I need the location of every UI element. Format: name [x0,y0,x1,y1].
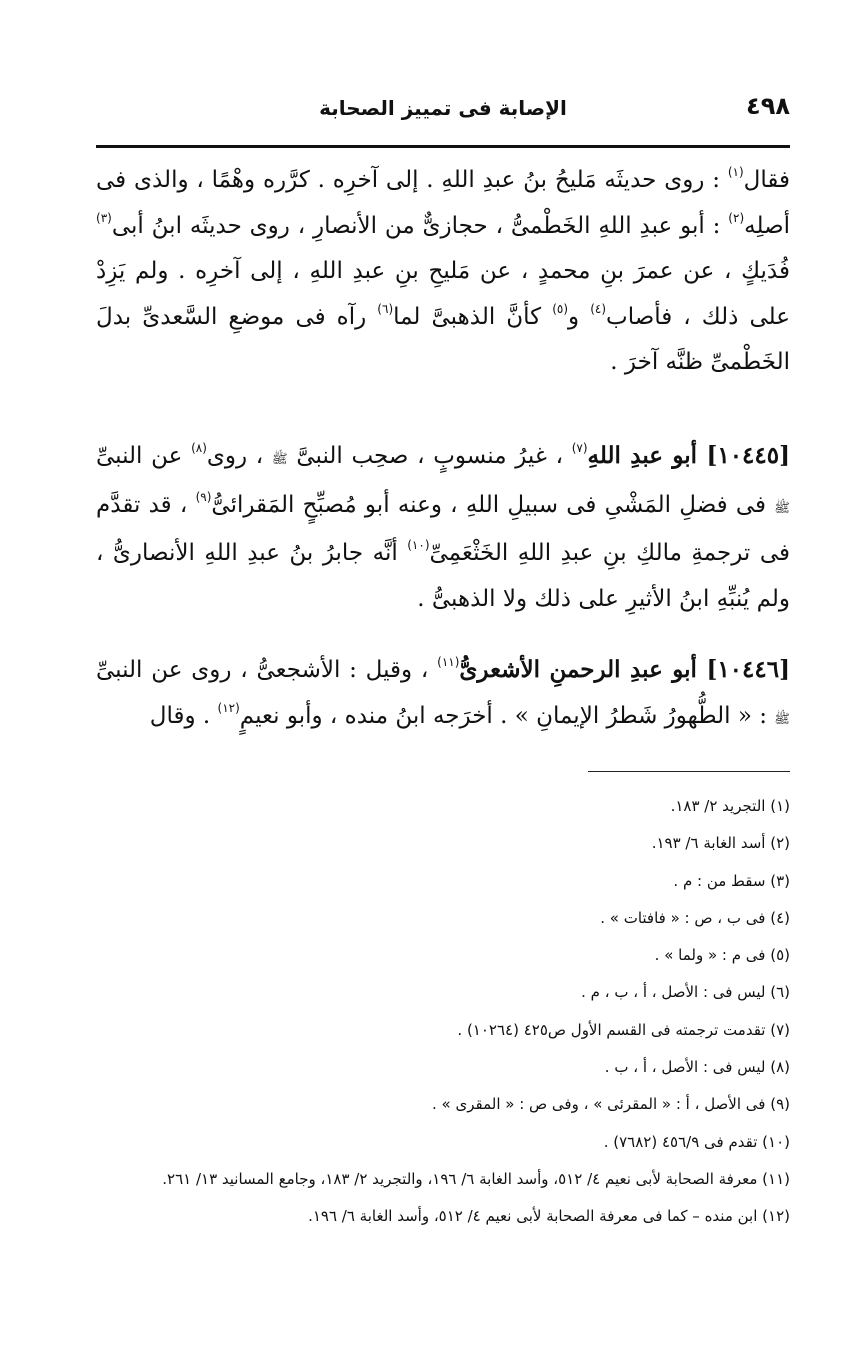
header-divider [96,145,790,148]
entry-name: أبو عبدِ الرحمنِ الأشعرىُّ [459,656,707,683]
entry-number: [١٠٤٤٥] [706,442,791,469]
footnote-ref: (٣) [96,210,112,225]
footnote: (١٠) تقدم فى ٤٥٦/٩ (٧٦٨٢) . [603,1132,790,1151]
footnote: (١١) معرفة الصحابة لأبى نعيم ٤/ ٥١٢، وأسد الغابة ٦/ ١٩٦، والتجريد ٢/ ١٨٣، وجامع المسانيد ١٣/ ٢٦١. [162,1169,790,1188]
footnote-ref: (٩) [195,489,212,504]
entry-number: [١٠٤٤٦] [706,656,790,683]
footnotes-divider [588,771,790,772]
footnote-ref: (١٠) [407,538,430,553]
footnote: (٩) فى الأصل ، أ : « المقرئى » ، وفى ص : « المقرى » . [431,1095,790,1114]
text-segment: عن النبىِّ [96,443,192,469]
footnote: (١) التجريد ٢/ ١٨٣. [670,797,790,815]
text-segment: ، روى [206,443,272,469]
text-segment: . وقال [149,702,218,729]
text-segment: و [568,303,591,330]
honorific-glyph: ﷺ [774,711,790,727]
book-title: الإصابة فى تمييز الصحابة [319,96,567,120]
footnote-ref: (٧) [571,441,588,456]
footnote: (٢) أسد الغابة ٦/ ١٩٣. [651,834,790,853]
entry-name: أبو عبدِ اللهِ [587,442,707,469]
footnote: (٤) فى ب ، ص : « فافتات » . [600,908,790,927]
text-segment: : روى حديثَه مَليحُ بنُ عبدِ اللهِ . إلى آخرِه . كرَّره وهْمًا ، والذى فى أصلِه [96,167,790,239]
text-segment: فى فضلِ المَشْىِ فى سبيلِ اللهِ ، وعنه أبو مُصبِّحٍ المَقرائىُّ [211,491,775,518]
footnote: (٦) ليس فى : الأصل ، أ ، ب ، م . [581,983,790,1002]
main-text [96,158,790,742]
text-segment: فقال [743,167,790,193]
text-segment: رآه فى موضعِ السَّعدىِّ بدلَ الخَطْمىِّ ظنَّه آخرَ . [96,303,790,375]
footnote-ref: (٢) [728,210,745,225]
entry-10446 [96,647,790,742]
text-segment: أنَّه جابرُ بنُ عبدِ اللهِ الأنصارىُّ ، ولم يُنبِّهِ ابنُ الأثيرِ على ذلك ولا الذهبىُّ . [96,540,790,612]
page-number: ٤٩٨ [746,92,790,120]
footnote: (٨) ليس فى : الأصل ، أ ، ب . [604,1058,790,1077]
footnotes-list [96,788,790,1236]
entry-10445 [96,433,790,622]
footnote-ref: (١١) [437,655,460,670]
opening-paragraph [96,158,790,433]
text-segment: : أبو عبدِ اللهِ الخَطْمىُّ ، حجازىٌّ من الأنصارِ ، روى حديثَه ابنُ أبى [111,212,729,239]
footnote: (٥) فى م : « ولما » . [654,946,790,965]
honorific-glyph: ﷺ [774,500,791,516]
footnote-ref: (٤) [590,301,607,316]
footnote-ref: (٦) [377,301,394,316]
footnote: (٣) سقط من : م . [673,871,790,890]
text-segment: ، قد تقدَّم فى ترجمةِ مالكِ بنِ عبدِ اللهِ الخَثْعَمِىِّ [96,491,790,566]
footnote-ref: (٨) [191,441,207,456]
text-segment: ، غيرُ منسوبٍ ، صحِب النبىَّ [287,443,572,469]
text-segment: فُدَيكٍ ، عن عمرَ بنِ محمدٍ ، عن مَليحِ بنِ عبدِ اللهِ ، إلى آخرِه . ولم يَزِدْ على ذلك ، فأصاب [96,258,791,330]
text-segment: : « الطُّهورُ شَطرُ الإيمانِ » . أخرَجه ابنُ منده ، وأبو نعيمٍ [239,702,775,729]
footnote-ref: (١٢) [217,700,240,715]
footnote-ref: (٥) [552,301,569,316]
footnote: (٧) تقدمت ترجمته فى القسم الأول ص٤٢٥ (١٠٢٦٤) . [457,1020,790,1039]
running-header [96,92,790,132]
text-segment: كأنَّ الذهبىَّ لما [393,303,553,330]
honorific-glyph: ﷺ [271,452,288,467]
footnote: (١٢) ابن منده – كما فى معرفة الصحابة لأبى نعيم ٤/ ٥١٢، وأسد الغابة ٦/ ١٩٦. [308,1207,790,1226]
footnote-ref: (١) [727,165,744,180]
text-segment: ، وقيل : الأشجعىُّ ، روى عن النبىِّ [96,657,438,683]
paragraph-spacer [96,622,790,647]
